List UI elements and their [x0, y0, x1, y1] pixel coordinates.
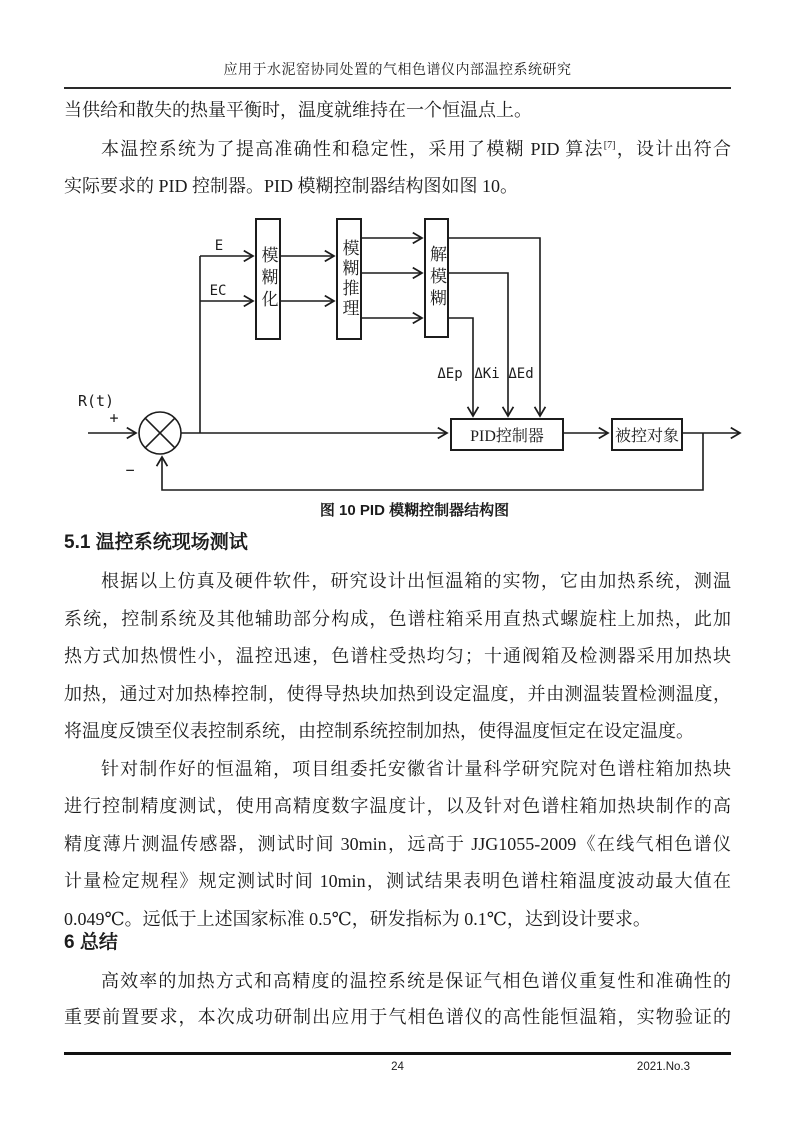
running-header: 应用于水泥窑协同处置的气相色谱仪内部温控系统研究: [223, 63, 572, 78]
label-minus-sign: −: [125, 461, 135, 479]
paragraph-line: 将温度反馈至仪表控制系统，由控制系统控制加热，使得温度恒定在设定温度。: [64, 721, 694, 741]
block-fuzzy-inference: [336, 218, 362, 340]
paragraph-line: 高效率的加热方式和高精度的温控系统是保证气相色谱仪重复性和准确性的: [101, 971, 731, 991]
paragraph-line: [64, 130, 731, 168]
figure-caption: 图 10 PID 模糊控制器结构图: [319, 502, 510, 519]
block-fuzzifier: [255, 218, 281, 340]
section-heading-6: 6 总结: [64, 932, 118, 953]
label-plus-sign: +: [109, 409, 119, 427]
paragraph-line: 根据以上仿真及硬件软件，研究设计出恒温箱的实物，它由加热系统，测温: [101, 571, 731, 591]
label-error-ec: EC: [209, 283, 227, 299]
header-rule: [64, 87, 731, 89]
paragraph-line: 0.049℃。远低于上述国家标准 0.5℃，研发指标为 0.1℃，达到设计要求。: [64, 908, 651, 929]
paragraph-line: 热方式加热惯性小，温控迅速，色谱柱受热均匀；十通阀箱及检测器采用加热块: [64, 646, 731, 666]
block-defuzzifier: [424, 218, 449, 338]
figure-10-diagram: [0, 210, 793, 530]
label-delta-ki: ΔKi: [474, 366, 500, 382]
paragraph-line: 加热，通过对加热棒控制，使得导热块加热到设定温度，并由测温装置检测温度，: [64, 683, 731, 704]
footer-page-number: 24: [391, 1061, 404, 1073]
block-pid-controller-label: PID控制器: [470, 428, 544, 445]
paragraph-line: 重要前置要求，本次成功研制出应用于气相色谱仪的高性能恒温箱，实物验证的: [64, 1006, 731, 1027]
label-error-e: E: [214, 238, 224, 254]
label-setpoint: R(t): [77, 392, 115, 410]
paragraph-text: 本温控系统为了提高准确性和稳定性，采用了模糊 PID 算法: [101, 139, 604, 159]
paragraph-text: ，设计出符合: [615, 139, 731, 159]
block-defuzzifier-label: 解模糊: [427, 245, 446, 311]
block-pid-controller: [450, 418, 564, 451]
section-heading-5-1: 5.1 温控系统现场测试: [64, 532, 248, 553]
block-controlled-object-label: 被控对象: [614, 428, 679, 445]
paragraph-line: 实际要求的 PID 控制器。PID 模糊控制器结构图如图 10。: [64, 176, 519, 196]
paragraph-line: 计量检定规程》规定测试时间 10min，测试结果表明色谱柱箱温度波动最大值在: [64, 871, 731, 891]
footer-issue-label: 2021.No.3: [636, 1061, 690, 1073]
paragraph-line: 当供给和散失的热量平衡时，温度就维持在一个恒温点上。: [64, 100, 532, 120]
block-fuzzy-inference-label: 模糊推理: [339, 239, 359, 319]
diagram-lines: [0, 210, 793, 530]
label-delta-kd: ΔEd: [508, 366, 534, 382]
paragraph-line: 进行控制精度测试，使用高精度数字温度计，以及针对色谱柱箱加热块制作的高: [64, 796, 731, 816]
paragraph-line: 精度薄片测温传感器，测试时间 30min，远高于 JJG1055-2009《在线气相色谱仪: [64, 833, 731, 854]
block-fuzzifier-label: 模糊化: [258, 246, 278, 312]
citation-ref: [7]: [603, 140, 616, 151]
paragraph-line: 系统，控制系统及其他辅助部分构成，色谱柱箱采用直热式螺旋柱上加热，此加: [64, 608, 731, 629]
paragraph-line: 针对制作好的恒温箱，项目组委托安徽省计量科学研究院对色谱柱箱加热块: [101, 758, 731, 779]
block-controlled-object: [611, 418, 683, 451]
label-delta-kp: ΔEp: [437, 366, 463, 382]
footer-rule: [64, 1052, 731, 1055]
